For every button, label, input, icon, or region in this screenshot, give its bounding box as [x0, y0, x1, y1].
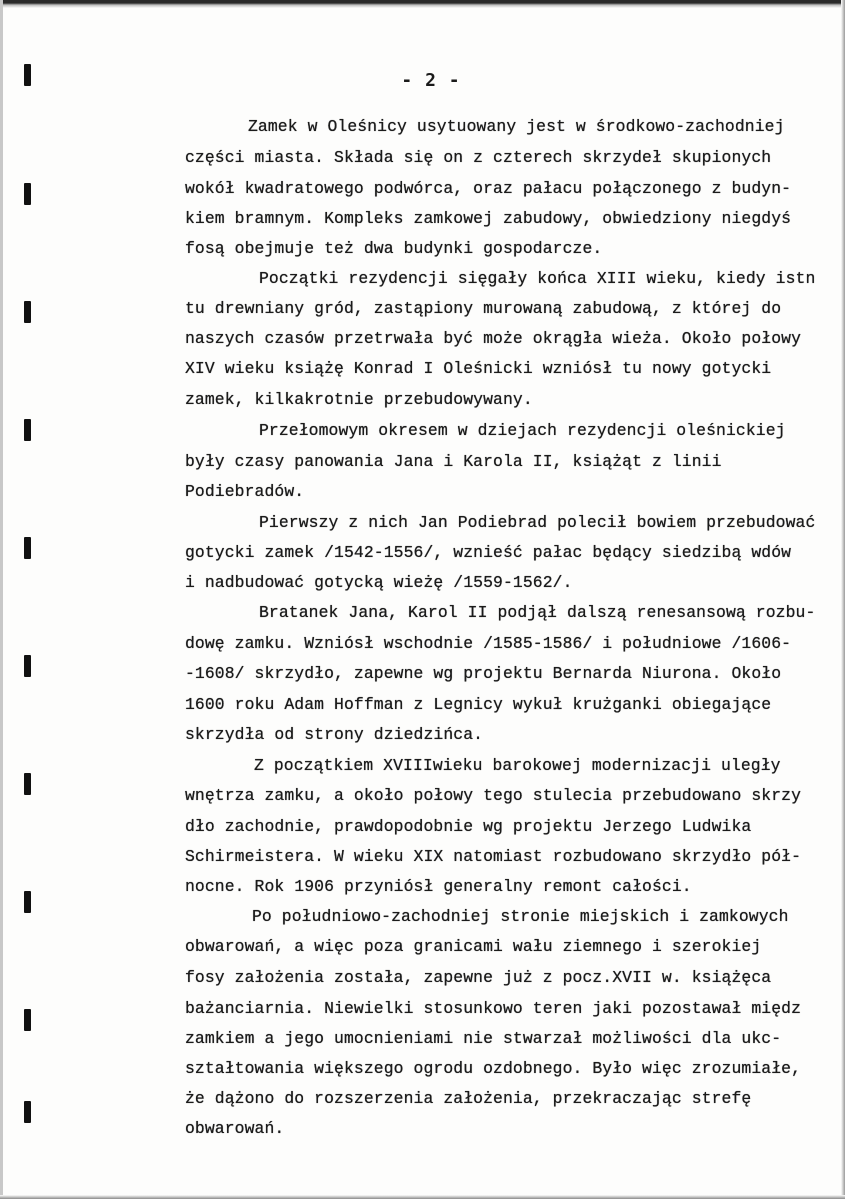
text-line: dło zachodnie, prawdopodobnie wg projektu Jerzego Ludwika — [185, 817, 752, 836]
text-line: Schirmeistera. W wieku XIX natomiast rozbudowano skrzydło pół- — [185, 847, 802, 866]
binder-mark — [24, 419, 31, 441]
text-line: tu drewniany gród, zastąpiony murowaną zabudową, z której do — [185, 299, 782, 318]
text-line: naszych czasów przetrwała być może okrągła wieża. Około połowy — [185, 329, 802, 348]
text-line: Przełomowym okresem w dziejach rezydencji oleśnickiej — [259, 421, 786, 440]
text-line: obwarowań. — [185, 1119, 285, 1138]
text-line: Zamek w Oleśnicy usytuowany jest w środkowo-zachodniej — [248, 117, 785, 136]
text-line: wokół kwadratowego podwórca, oraz pałacu połączonego z budyn- — [185, 179, 792, 198]
text-line: wnętrza zamku, a około połowy tego stulecia przebudowano skrzy — [185, 786, 802, 805]
text-line: Pierwszy z nich Jan Podiebrad polecił bowiem przebudować — [259, 513, 816, 532]
text-line: Po południowo-zachodniej stronie miejskich i zamkowych — [252, 907, 789, 926]
text-line: Z początkiem XVIIIwieku barokowej modernizacji uległy — [254, 756, 781, 775]
binder-mark — [24, 655, 31, 677]
text-line: zamkiem a jego umocnieniami nie stwarzał możliwości dla ukс- — [185, 1029, 782, 1048]
text-line: XIV wieku książę Konrad I Oleśnicki wzniósł tu nowy gotycki — [185, 359, 772, 378]
text-line: Podiebradów. — [185, 482, 305, 501]
text-line: nocne. Rok 1906 przyniósł generalny remont całości. — [185, 877, 692, 896]
text-line: Bratanek Jana, Karol II podjął dalszą renesansową rozbu- — [259, 603, 816, 622]
text-line: i nadbudować gotycką wieżę /1559-1562/. — [185, 573, 573, 592]
text-line: fosy założenia została, zapewne już z pocz.XVII w. książęca — [185, 968, 772, 987]
binder-mark — [24, 1101, 31, 1123]
text-line: zamek, kilkakrotnie przebudowywany. — [185, 390, 533, 409]
binder-mark — [24, 301, 31, 323]
scan-edge-left — [0, 0, 3, 1199]
text-line: gotycki zamek /1542-1556/, wznieść pałac będący siedzibą wdów — [185, 543, 792, 562]
binder-mark — [24, 537, 31, 559]
text-line: Początki rezydencji sięgały końca XIII wieku, kiedy istn — [259, 269, 816, 288]
text-line: części miasta. Składa się on z czterech skrzydeł skupionych — [185, 148, 772, 167]
binder-mark — [24, 1009, 31, 1031]
binder-mark — [24, 183, 31, 205]
binder-mark — [24, 891, 31, 913]
scan-edge-top — [0, 0, 845, 8]
text-line: że dążono do rozszerzenia założenia, przekraczając strefę — [185, 1089, 752, 1108]
binder-mark — [24, 773, 31, 795]
text-line: skrzydła od strony dziedzińca. — [185, 725, 484, 744]
text-line: -1608/ skrzydło, zapewne wg projektu Bernarda Niurona. Około — [185, 664, 782, 683]
text-line: ształtowania większego ogrodu ozdobnego. Było więc zrozumiałe, — [185, 1059, 802, 1078]
text-line: obwarowań, a więc poza granicami wału ziemnego i szerokiej — [185, 937, 762, 956]
page-number: - 2 - — [401, 70, 461, 91]
text-line: fosą obejmuje też dwa budynki gospodarcze. — [185, 239, 603, 258]
text-line: dowę zamku. Wzniósł wschodnie /1585-1586/ i południowe /1606- — [185, 634, 792, 653]
text-line: kiem bramnym. Kompleks zamkowej zabudowy, obwiedziony niegdyś — [185, 209, 792, 228]
scan-edge-right — [841, 0, 845, 1199]
text-line: były czasy panowania Jana i Karola II, książąt z linii — [185, 452, 722, 471]
text-line: 1600 roku Adam Hoffman z Legnicy wykuł krużganki obiegające — [185, 695, 772, 714]
scan-edge-bottom — [0, 1195, 845, 1199]
text-line: bażanciarnia. Niewielki stosunkowo teren jaki pozostawał międz — [185, 999, 802, 1018]
